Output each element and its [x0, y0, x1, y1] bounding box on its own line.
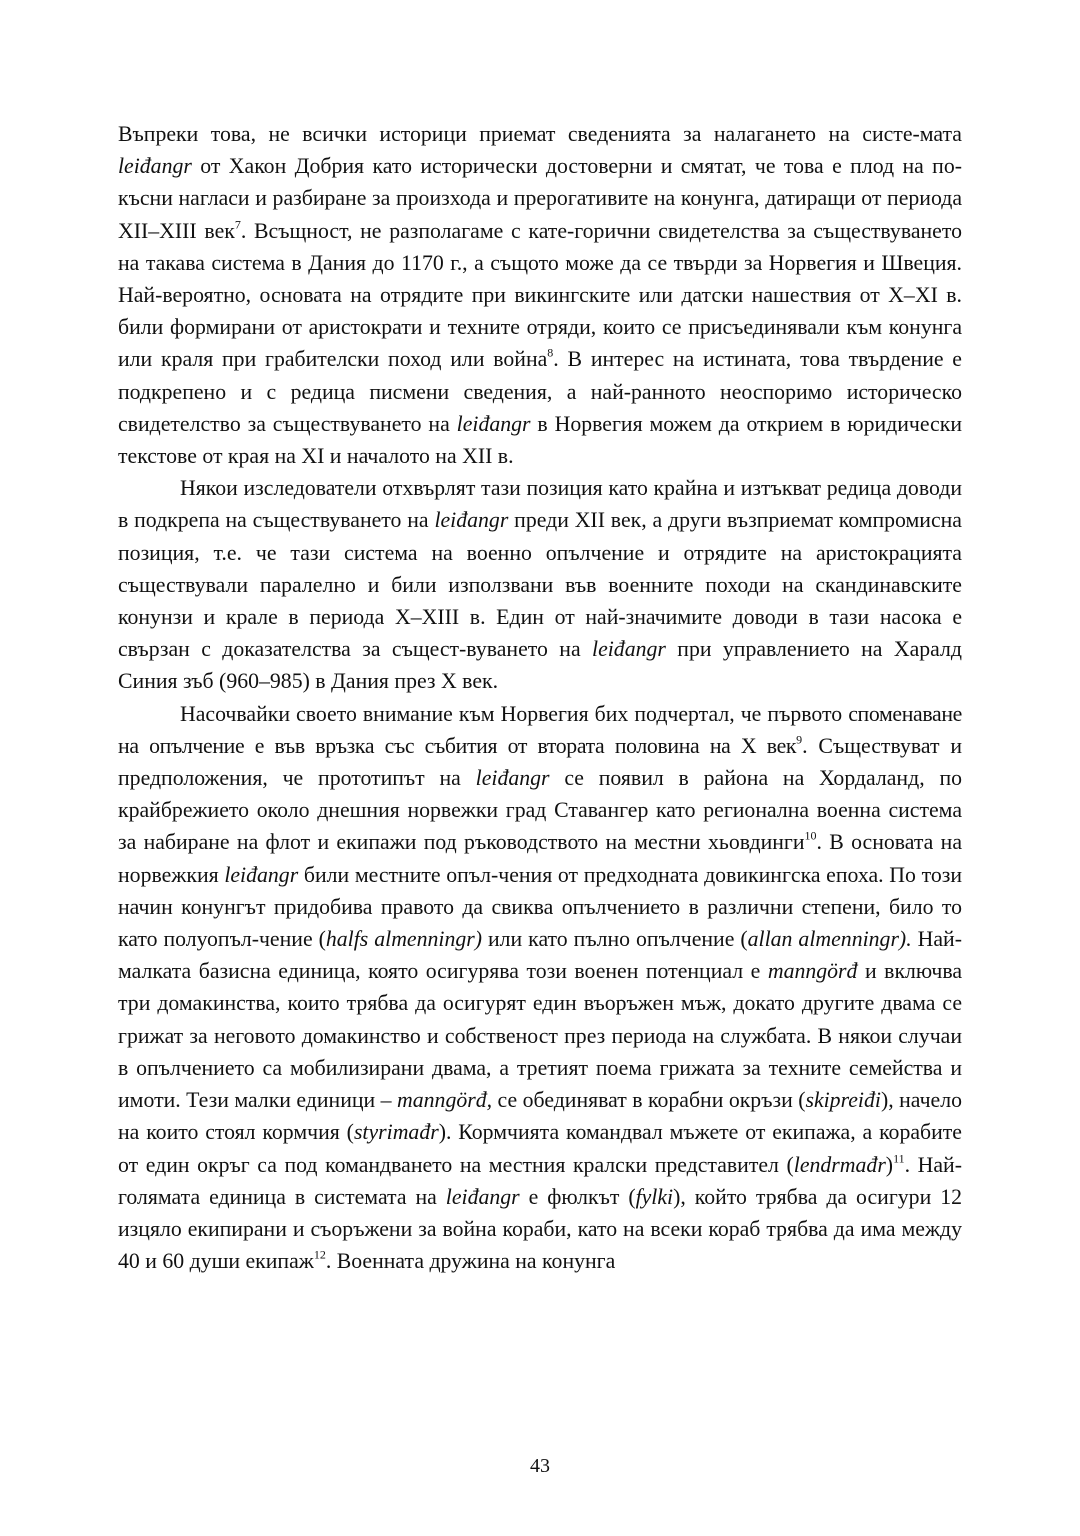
italic-term: leiđangr	[224, 862, 299, 887]
text-run: . Най-голямата единица в системата на	[118, 1152, 962, 1209]
text-run: или като пълно опълчение (	[482, 927, 748, 952]
italic-term: leiđangr	[434, 508, 509, 533]
text-run: . Всъщност, не разполагаме с кате-горични свидетелства за съществуването на такава система в Дания до 1170 г., а същото може да се твърди за Норвегия и Швеция. Най-вероятно, основата на отрядите при викингските или датски нашествия от X–XI в. били формирани от аристократи и техните отряди, които се присъединявали към конунга или краля при грабителски поход или война	[118, 218, 962, 372]
text-run: . Съществуват и предположения, че прототипът на	[118, 733, 962, 791]
text-run: ), начело на които стоял кормчия (	[118, 1088, 962, 1145]
text-run: Насочвайки своето внимание към Норвегия бих подчертал, че първото	[180, 701, 849, 726]
text-run: . В основата на норвежкия	[118, 830, 963, 887]
paragraph-3	[118, 698, 962, 1278]
footnote-ref: 8	[547, 345, 554, 360]
footnote-ref: 11	[893, 1150, 905, 1165]
italic-term: lendrmađr	[793, 1152, 886, 1177]
italic-term: leiđangr	[118, 154, 192, 179]
text-run: споменаване на опълчение е във връзка със събития от втората половина на X век	[118, 701, 962, 758]
footnote-ref: 7	[234, 217, 241, 232]
text-run: при управлението на Харалд Синия зъб (960–985) в Дания през X век.	[118, 637, 962, 694]
text-run: е фюлкът (	[519, 1184, 636, 1209]
text-run: се появил в района на Хордаланд, по крайбрежието около днешния норвежки град Ставангер като регионална военна система за набиране на флот и екипажи под ръководството на местни хьовдинги	[118, 766, 963, 855]
text-run: били местните опъл-чения от предходната довикингска епоха. По този начин конунгът придобива правото да свиква опълчението в различни степени, било то като полуопъл-чение (	[118, 862, 962, 952]
italic-term: leiđangr	[445, 1184, 520, 1209]
paragraph-1	[118, 118, 962, 472]
italic-term: halfs almenningr)	[325, 927, 482, 952]
italic-term: skipreiđi	[805, 1088, 881, 1113]
italic-term: allan almenningr).	[747, 927, 912, 952]
text-run: Някои изследователи отхвърлят тази позиция като крайна и изтъкват редица доводи в подкрепа на съществуването на	[118, 476, 962, 533]
italic-term: manngörđ	[767, 959, 858, 984]
text-run: Най-малката базисна единица, която осигурява този военен потенциал е	[118, 927, 962, 984]
italic-term: manngörđ,	[397, 1088, 493, 1113]
italic-term: leiđangr	[592, 637, 666, 662]
page-body	[118, 118, 962, 1277]
italic-term: leiđangr	[456, 411, 531, 436]
text-run: в Норвегия можем да открием в юридически текстове от края на XI и началото на XII в.	[118, 411, 962, 469]
page-number: 43	[530, 1455, 550, 1477]
text-run: . В интерес на истината, това твърдение е подкрепено и с редица писмени сведения, а най-ранното неоспоримо историческо свидетелство за съществуването на	[118, 347, 962, 436]
text-run: от Хакон Добрия като исторически достоверни и смятат, че това е плод на по-късни нагласи и разбиране за произхода и прерогативите на конунга, датиращи от периода XII–XIII век	[118, 154, 962, 243]
text-run: и включва три домакинства, които трябва да осигурят един въоръжен мъж, докато другите двама се грижат за неговото домакинство и собственост през периода на службата. В някои случаи в опълчението са мобилизирани двама, а третият поема грижата за техните семейства и имоти. Тези малки единици –	[118, 959, 963, 1113]
text-run: ), който трябва да осигури 12 изцяло екипирани и съоръжени за война кораби, като на всеки кораб трябва да има между 40 и 60 души екипаж	[118, 1184, 962, 1274]
text-run: ). Кормчията командвал мъжете от екипажа, а корабите от един окръг са под командването на местния кралски представител (	[118, 1120, 962, 1177]
italic-term: fylki	[635, 1184, 674, 1209]
paragraph-2	[118, 472, 962, 697]
footnote-ref: 12	[313, 1247, 326, 1262]
text-run: Въпреки това, не всички историци приемат сведенията за налагането на систе-мата	[118, 122, 962, 146]
text-run: се обединяват в корабни окръзи (	[492, 1088, 806, 1113]
footnote-ref: 10	[804, 828, 817, 843]
text-run: )	[885, 1152, 894, 1177]
text-run: . Военната дружина на конунга	[325, 1249, 616, 1274]
text-run: преди XII век, а други възприемат компромисна позиция, т.е. че тази система на военно опълчение и отрядите на аристокрацията съществували паралелно и били използвани във военните походи на скандинавските конунзи и крале в периода X–XIII в. Един от най-значимите доводи в тази насока е свързан с доказателства за същест-вуването на	[118, 508, 962, 662]
footnote-ref: 9	[796, 732, 803, 747]
italic-term: leiđangr	[475, 766, 550, 791]
italic-term: styrimađr	[353, 1120, 439, 1145]
